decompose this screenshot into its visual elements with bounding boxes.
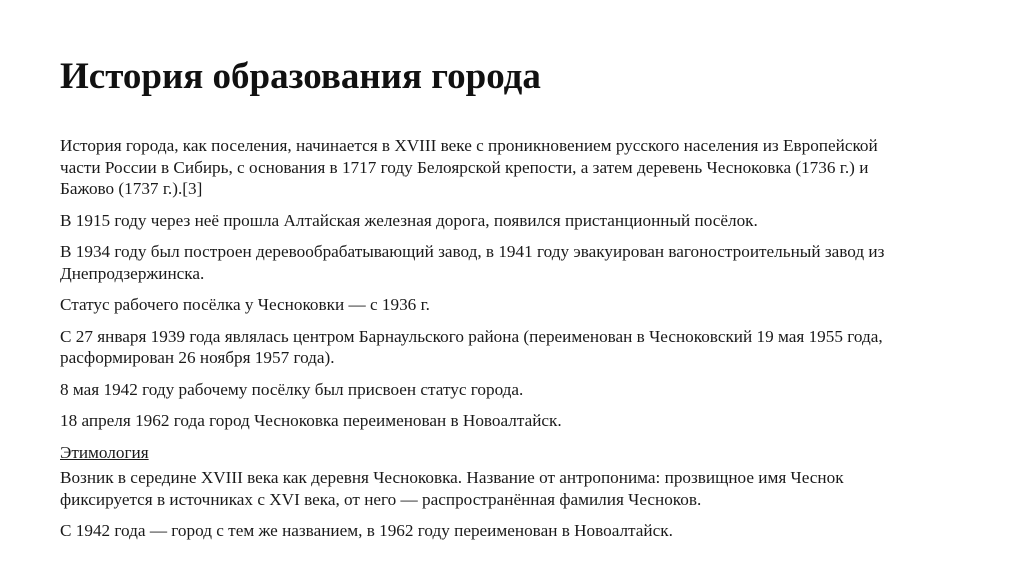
paragraph-city-status: 8 мая 1942 году рабочему посёлку был присвоен статус города.: [60, 379, 524, 399]
slide-body: [60, 135, 960, 552]
paragraph-etymology-origin: Возник в середине XVIII века как деревня Чесноковка. Название от антропонима: прозвищное имя Чеснок фиксируется в источниках с XVI века, от него — распространённая фамилия Чесноков.: [60, 468, 844, 509]
paragraph-history-origin: История города, как поселения, начинается в XVIII веке с проникновением русского населения из Европейской части России в Сибирь, с основания в 1717 году Белоярской крепости, а затем деревень Чесноковка (1736 г.) и Бажово (1737 г.).[3]: [60, 136, 878, 198]
paragraph-district-center: С 27 января 1939 года являлась центром Барнаульского района (переименован в Чесноковский 19 мая 1955 года, расформирован 26 ноября 1957 года).: [60, 326, 883, 367]
paragraph-etymology-city: С 1942 года — город с тем же названием, в 1962 году переименован в Новоалтайск.: [60, 521, 673, 540]
paragraph-settlement-status: Статус рабочего посёлка у Чесноковки — с 1936 г.: [60, 295, 430, 314]
slide-title: История образования города: [60, 56, 541, 97]
paragraph-railway: В 1915 году через неё прошла Алтайская железная дорога, появился пристанционный посёлок.: [60, 210, 758, 230]
paragraph-factories: В 1934 году был построен деревообрабатывающий завод, в 1941 году эвакуирован вагоностроительный завод из Днепродзержинска.: [60, 242, 885, 283]
etymology-link[interactable]: Этимология: [60, 442, 149, 462]
paragraph-renamed: 18 апреля 1962 года город Чесноковка переименован в Новоалтайск.: [60, 411, 562, 430]
